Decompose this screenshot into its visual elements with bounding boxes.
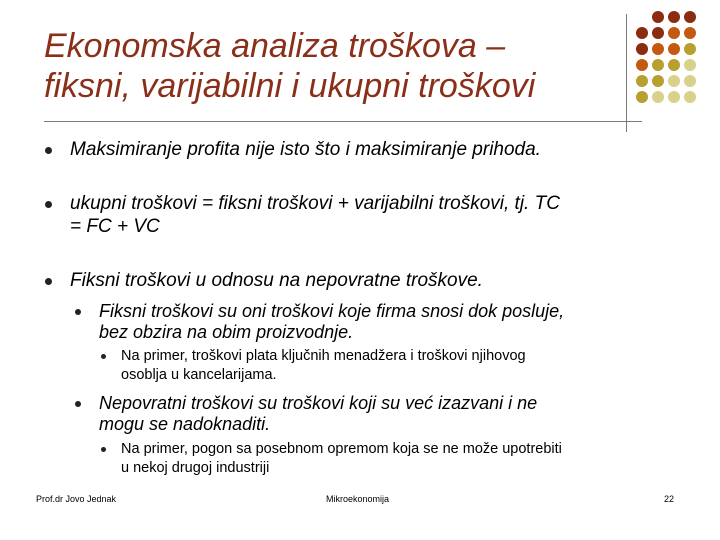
decorative-dot	[652, 59, 664, 71]
bullet-dot-1	[45, 147, 52, 154]
subsub-bullet-1-line-1: Na primer, troškovi plata ključnih menadžera i troškovi njihovog	[121, 348, 526, 364]
bullet-dot-3	[45, 278, 52, 285]
decorative-dot	[652, 11, 664, 23]
vertical-divider	[626, 14, 627, 132]
subsub-bullet-2-line-2: u nekoj drugoj industriji	[121, 460, 270, 476]
bullet-2-line-1: ukupni troškovi = fiksni troškovi + varijabilni troškovi, tj. TC	[70, 193, 560, 214]
decorative-dot	[684, 27, 696, 39]
bullet-2-line-2: = FC + VC	[70, 216, 160, 237]
subsub-bullet-dot-1	[101, 354, 106, 359]
sub-bullet-dot-1	[75, 309, 81, 315]
title-underline	[44, 121, 642, 122]
subsub-bullet-1-line-2: osoblja u kancelarijama.	[121, 367, 277, 383]
decorative-dot	[684, 11, 696, 23]
title-line-2: fiksni, varijabilni i ukupni troškovi	[44, 67, 536, 105]
sub-bullet-2-line-1: Nepovratni troškovi su troškovi koji su već izazvani i ne	[99, 393, 538, 413]
subsub-bullet-dot-2	[101, 447, 106, 452]
decorative-dot	[652, 43, 664, 55]
decorative-dot	[684, 43, 696, 55]
footer-author: Prof.dr Jovo Jednak	[36, 494, 117, 504]
decorative-dot	[636, 75, 648, 87]
decorative-dot	[668, 59, 680, 71]
decorative-dot	[684, 75, 696, 87]
decorative-dot	[684, 91, 696, 103]
decorative-dot	[668, 27, 680, 39]
decorative-dot	[652, 27, 664, 39]
bullet-3-text: Fiksni troškovi u odnosu na nepovratne troškove.	[70, 270, 483, 291]
sub-bullet-1-line-2: bez obzira na obim proizvodnje.	[99, 322, 354, 342]
footer-course: Mikroekonomija	[326, 494, 390, 504]
sub-bullet-2-line-2: mogu se nadoknaditi.	[99, 414, 271, 434]
subsub-bullet-2-line-1: Na primer, pogon sa posebnom opremom koja se ne može upotrebiti	[121, 441, 562, 457]
footer-page-number: 22	[664, 494, 675, 504]
slide-title	[44, 26, 604, 106]
decorative-dot	[636, 27, 648, 39]
bullet-dot-2	[45, 201, 52, 208]
decorative-dot	[636, 43, 648, 55]
bullet-1-text: Maksimiranje profita nije isto što i maksimiranje prihoda.	[70, 139, 541, 160]
decorative-dot	[668, 91, 680, 103]
decorative-dot	[636, 91, 648, 103]
sub-bullet-dot-2	[75, 401, 81, 407]
title-line-1: Ekonomska analiza troškova –	[44, 27, 506, 65]
decorative-dot	[668, 43, 680, 55]
decorative-dot	[668, 11, 680, 23]
sub-bullet-1-line-1: Fiksni troškovi su oni troškovi koje firma snosi dok posluje,	[99, 301, 565, 321]
decorative-dot	[652, 91, 664, 103]
decorative-dot	[636, 59, 648, 71]
decorative-dot	[684, 59, 696, 71]
decorative-dot	[652, 75, 664, 87]
decorative-dot	[668, 75, 680, 87]
